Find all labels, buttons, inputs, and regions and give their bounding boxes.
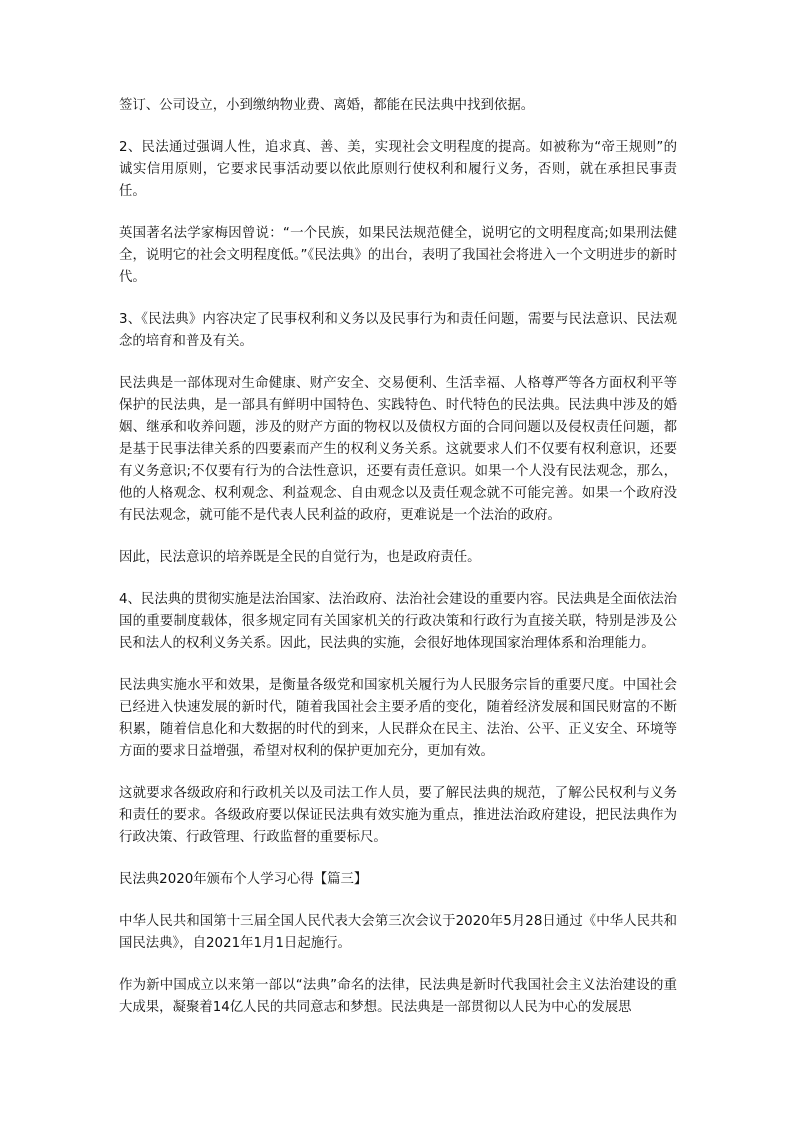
paragraph-7: 4、民法典的贯彻实施是法治国家、法治政府、法治社会建设的重要内容。民法典是全面依法治国的重要制度载体，很多规定同有关国家机关的行政决策和行政行为直接关联，特别是涉及公民和法人的权利义务关系。因此，民法典的实施，会很好地体现国家治理体系和治理能力。 <box>119 592 677 651</box>
section-heading: 民法典2020年颁布个人学习心得【篇三】 <box>119 872 368 887</box>
paragraph-11: 中华人民共和国第十三届全国人民代表大会第三次会议于2020年5月28日通过《中华人民共和国民法典》，自2021年1月1日起施行。 <box>119 914 677 951</box>
document-page <box>119 95 677 1039</box>
paragraph-12: 作为新中国成立以来第一部以“法典”命名的法律，民法典是新时代我国社会主义法治建设的重大成果，凝聚着14亿人民的共同意志和梦想。民法典是一部贯彻以人民为中心的发展思 <box>119 978 677 1015</box>
paragraph-1: 签订、公司设立，小到缴纳物业费、离婚，都能在民法典中找到依据。 <box>119 98 535 113</box>
paragraph-6: 因此，民法意识的培养既是全民的自觉行为，也是政府责任。 <box>119 550 481 565</box>
paragraph-3: 英国著名法学家梅因曾说：“一个民族，如果民法规范健全，说明它的文明程度高;如果刑法健全，说明它的社会文明程度低。”《民法典》的出台，表明了我国社会将进入一个文明进步的新时代。 <box>119 226 677 285</box>
paragraph-4: 3、《民法典》内容决定了民事权利和义务以及民事行为和责任问题，需要与民法意识、民法观念的培育和普及有关。 <box>119 312 677 349</box>
paragraph-8: 民法典实施水平和效果，是衡量各级党和国家机关履行为人民服务宗旨的重要尺度。中国社会已经进入快速发展的新时代，随着我国社会主要矛盾的变化，随着经济发展和国民财富的不断积累，随着信息化和大数据的时代的到来，人民群众在民主、法治、公平、正义安全、环境等方面的要求日益增强，希望对权利的保护更加充分，更加有效。 <box>119 678 677 759</box>
paragraph-5: 民法典是一部体现对生命健康、财产安全、交易便利、生活幸福、人格尊严等各方面权利平等保护的民法典，是一部具有鲜明中国特色、实践特色、时代特色的民法典。民法典中涉及的婚姻、继承和收养问题，涉及的财产方面的物权以及债权方面的合同问题以及侵权责任问题，都是基于民事法律关系的四要素而产生的权利义务关系。这就要求人们不仅要有权利意识，还要有义务意识;不仅要有行为的合法性意识，还要有责任意识。如果一个人没有民法观念，那么，他的人格观念、权利观念、利益观念、自由观念以及责任观念就不可能完善。如果一个政府没有民法观念，就可能不是代表人民利益的政府，更难说是一个法治的政府。 <box>119 376 677 523</box>
paragraph-9: 这就要求各级政府和行政机关以及司法工作人员，要了解民法典的规范，了解公民权利与义务和责任的要求。各级政府要以保证民法典有效实施为重点，推进法治政府建设，把民法典作为行政决策、行政管理、行政监督的重要标尺。 <box>119 786 677 845</box>
paragraph-2: 2、民法通过强调人性，追求真、善、美，实现社会文明程度的提高。如被称为“帝王规则”的诚实信用原则，它要求民事活动要以依此原则行使权利和履行义务，否则，就在承担民事责任。 <box>119 140 677 199</box>
